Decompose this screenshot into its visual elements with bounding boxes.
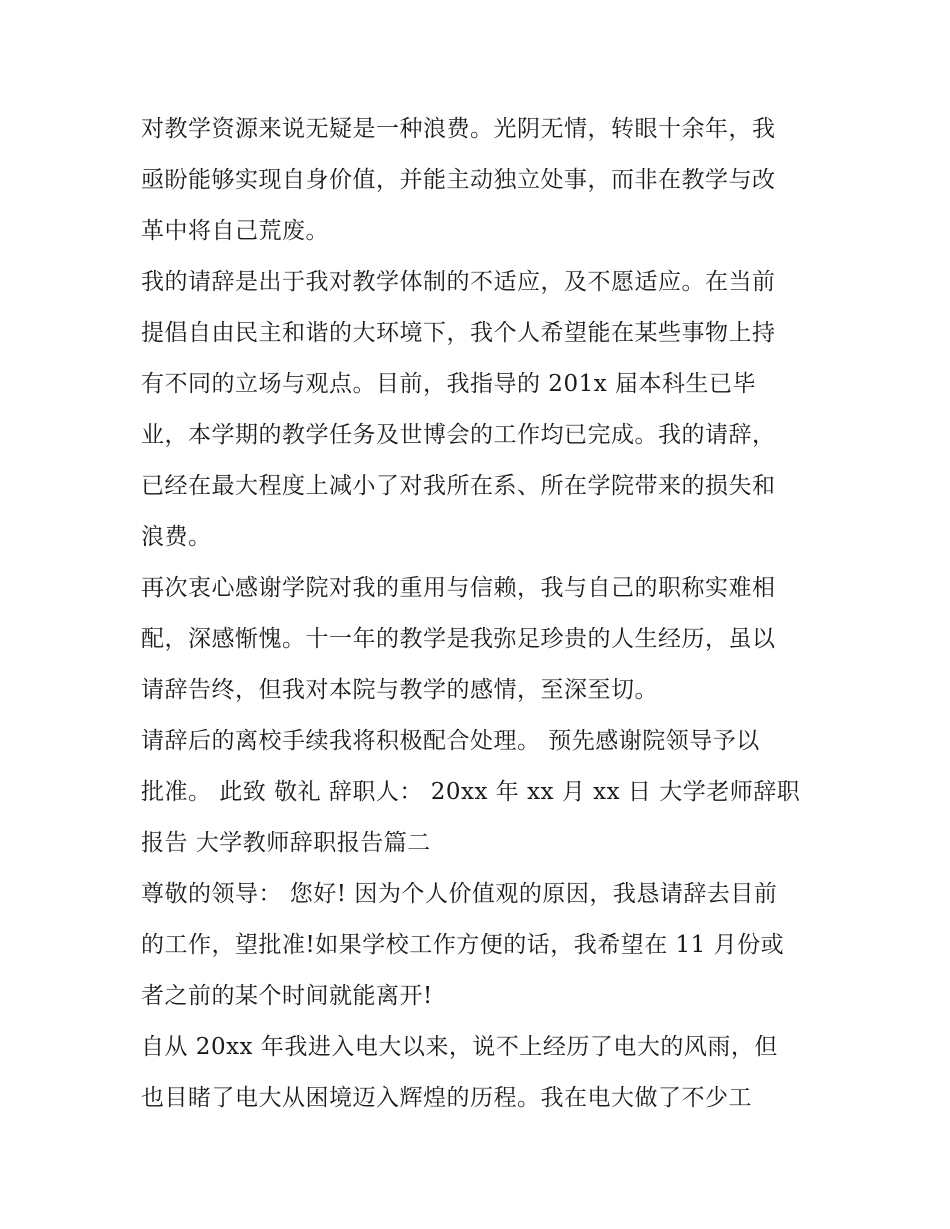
text-line: 业，本学期的教学任务及世博会的工作均已完成。我的请辞， bbox=[141, 422, 776, 448]
text-line: 请辞告终，但我对本院与教学的感情，至深至切。 bbox=[141, 677, 658, 703]
text-line: 亟盼能够实现自身价值，并能主动独立处事，而非在教学与改 bbox=[141, 167, 776, 193]
text-line: 也目睹了电大从困境迈入辉煌的历程。我在电大做了不少工 bbox=[141, 1085, 752, 1111]
text-line: 请辞后的离校手续我将积极配合处理。 预先感谢院领导予以 bbox=[141, 728, 760, 754]
text-line: 自从 20xx 年我进入电大以来，说不上经历了电大的风雨，但 bbox=[141, 1034, 778, 1060]
text-line: 的工作，望批准!如果学校工作方便的话，我希望在 11 月份或 bbox=[141, 932, 785, 958]
text-line: 者之前的某个时间就能离开! bbox=[141, 983, 433, 1009]
text-line: 浪费。 bbox=[141, 524, 212, 550]
text-line: 已经在最大程度上减小了对我所在系、所在学院带来的损失和 bbox=[141, 473, 776, 499]
document-body bbox=[141, 104, 816, 1124]
text-line: 配，深感惭愧。十一年的教学是我弥足珍贵的人生经历，虽以 bbox=[141, 626, 776, 652]
text-line: 革中将自己荒废。 bbox=[141, 218, 329, 244]
text-line: 报告 大学教师辞职报告篇二 bbox=[141, 830, 431, 856]
text-line: 再次衷心感谢学院对我的重用与信赖，我与自己的职称实难相 bbox=[141, 575, 776, 601]
text-line: 尊敬的领导： 您好! 因为个人价值观的原因，我恳请辞去目前 bbox=[141, 881, 778, 907]
text-line: 批准。 此致 敬礼 辞职人： 20xx 年 xx 月 xx 日 大学老师辞职 bbox=[141, 779, 801, 805]
text-line: 提倡自由民主和谐的大环境下，我个人希望能在某些事物上持 bbox=[141, 320, 776, 346]
text-line: 我的请辞是出于我对教学体制的不适应，及不愿适应。在当前 bbox=[141, 269, 776, 295]
text-line: 有不同的立场与观点。目前，我指导的 201x 届本科生已毕 bbox=[141, 371, 756, 397]
text-line: 对教学资源来说无疑是一种浪费。光阴无情，转眼十余年，我 bbox=[141, 116, 776, 142]
